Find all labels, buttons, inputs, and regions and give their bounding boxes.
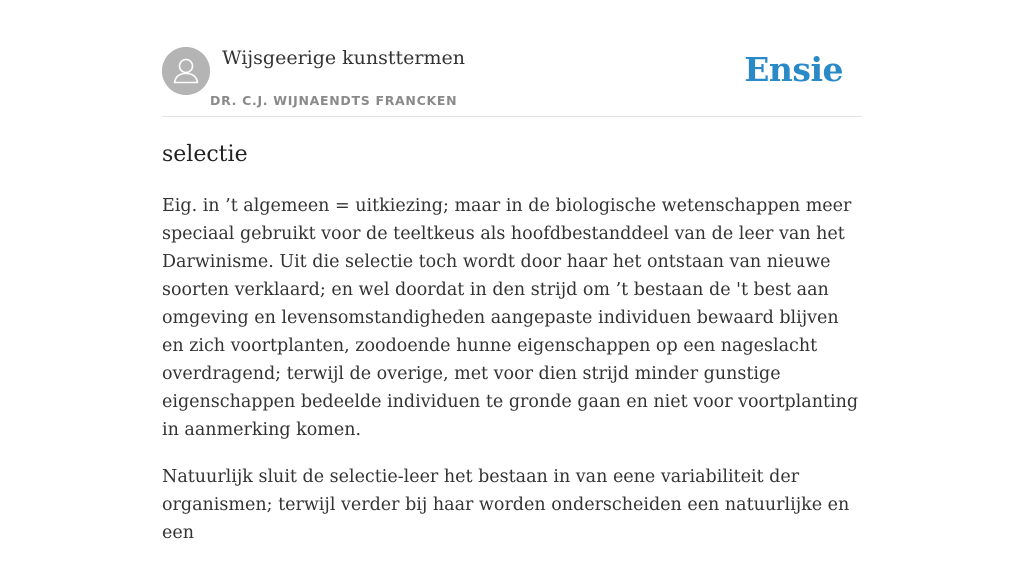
brand-logo[interactable]: Ensie <box>744 50 843 89</box>
header <box>162 46 862 117</box>
entry-paragraph: Eig. in ’t algemeen = uitkiezing; maar in de biologische wetenschappen meer speciaal gebruikt voor de teeltkeus als hoofdbestanddeel van de leer van het Darwinisme. Uit die selectie toch wordt door haar het ontstaan van nieuwe soorten verklaard; en wel doordat in den strijd om ’t bestaan de 't best aan omgeving en levensomstandigheden aangepaste individuen bewaard blijven en zich voortplanten, zoodoende hunne eigenschappen op een nageslacht overdragend; terwijl de overige, met voor dien strijd minder gunstige eigenschappen bedeelde individuen te gronde gaan en niet voor voortplanting in aanmerking komen. <box>162 196 859 440</box>
author-avatar[interactable] <box>162 47 210 95</box>
entry-title: selectie <box>162 142 248 167</box>
entry-body <box>162 192 862 566</box>
author-name[interactable]: DR. C.J. WIJNAENDTS FRANCKEN <box>210 93 458 108</box>
work-title[interactable]: Wijsgeerige kunsttermen <box>222 47 466 69</box>
entry-paragraph: Natuurlijk sluit de selectie-leer het bestaan in van eene variabiliteit der organismen; terwijl verder bij haar worden onderscheiden een natuurlijke en een <box>162 467 850 543</box>
user-placeholder-icon <box>162 47 210 95</box>
